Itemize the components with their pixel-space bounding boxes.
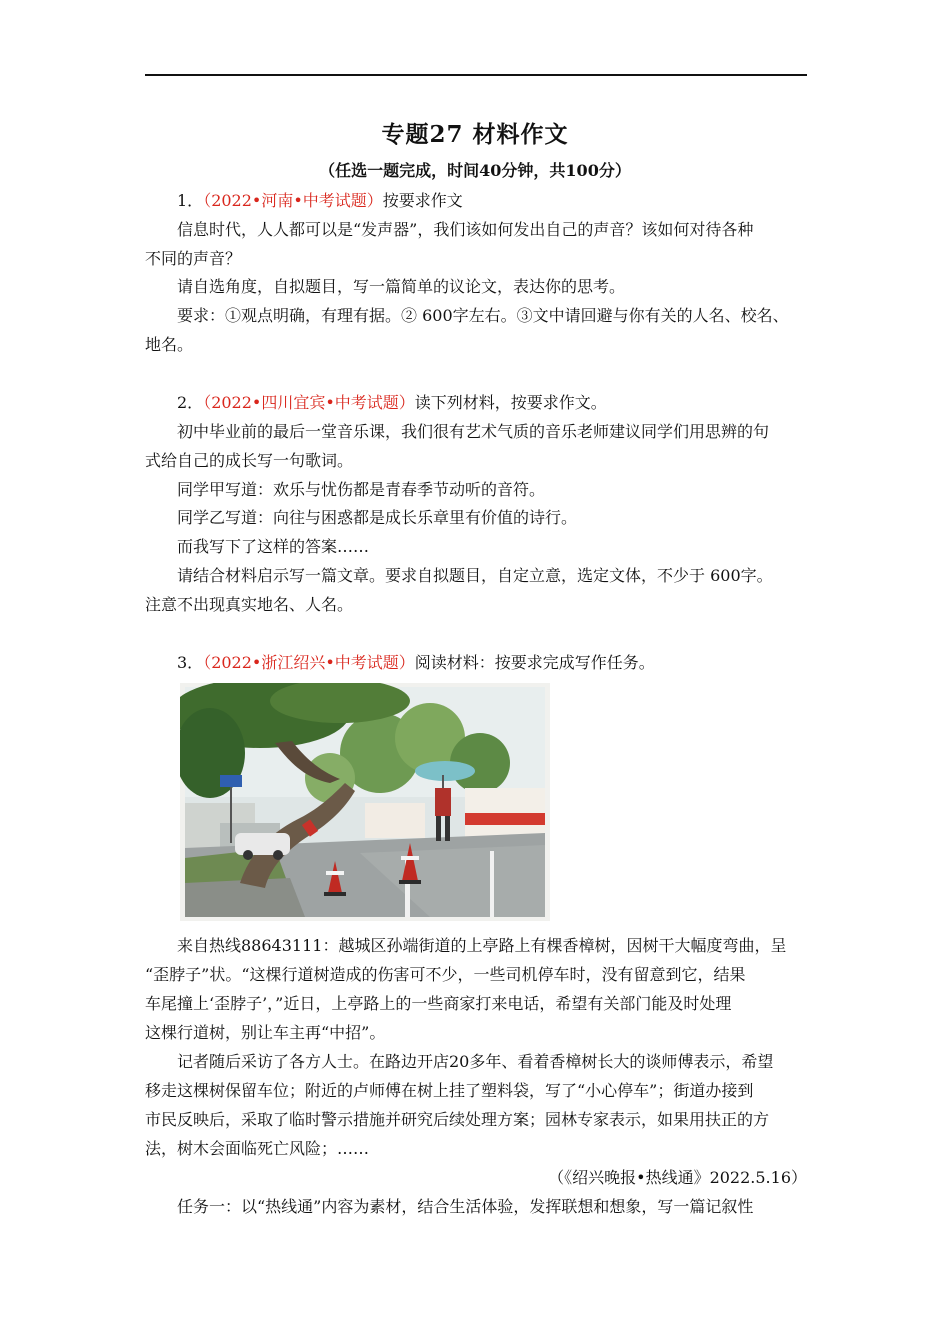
header-rule [145,74,807,76]
question-2-instruction: 读下列材料，按要求作文。 [414,393,607,412]
q3-paragraph-line: “歪脖子”状。“这棵行道树造成的伤害可不少，一些司机停车时，没有留意到它，结果 [145,965,746,984]
q2-paragraph-line: 同学乙写道：向往与困惑都是成长乐章里有价值的诗行。 [177,508,578,527]
question-2-number: 2． [177,393,204,412]
street-tree-photo [180,683,550,921]
q2-paragraph-line: 初中毕业前的最后一堂音乐课，我们很有艺术气质的音乐老师建议同学们用思辨的句 [177,422,770,441]
question-3-instruction: 阅读材料：按要求完成写作任务。 [414,653,655,672]
q3-paragraph-line: 移走这棵树保留车位；附近的卢师傅在树上挂了塑料袋，写了“小心停车”；街道办接到 [145,1081,754,1100]
question-2-heading [177,392,807,414]
question-3-heading [177,652,807,674]
question-1-number: 1． [177,191,204,210]
q1-paragraph-line: 请自选角度，自拟题目，写一篇简单的议论文，表达你的思考。 [177,277,626,296]
question-3-number: 3． [177,653,204,672]
q1-paragraph-line: 地名。 [145,335,194,354]
question-3-source: （2022•浙江绍兴•中考试题） [203,653,415,672]
q3-task-1: 任务一：以“热线通”内容为素材，结合生活体验，发挥联想和想象，写一篇记叙性 [177,1197,754,1216]
q3-paragraph-line: 法，树木会面临死亡风险；…… [145,1139,370,1158]
q2-paragraph-line: 式给自己的成长写一句歌词。 [145,451,354,470]
q2-paragraph-line: 而我写下了这样的答案…… [177,537,370,556]
q2-paragraph-line: 请结合材料启示写一篇文章。要求自拟题目，自定立意，选定文体，不少于 600字。 [177,566,773,585]
q2-paragraph-line: 同学甲写道：欢乐与忧伤都是青春季节动听的音符。 [177,480,546,499]
page-subtitle: （任选一题完成，时间40分钟，共100分） [319,161,631,180]
q3-paragraph-line: 市民反映后，采取了临时警示措施并研究后续处理方案；园林专家表示，如果用扶正的方 [145,1110,770,1129]
q3-citation: （《绍兴晚报•热线通》2022.5.16） [548,1168,807,1187]
q1-paragraph-line: 不同的声音？ [145,249,242,268]
question-1-source: （2022•河南•中考试题） [203,191,383,210]
question-1-heading [177,190,807,212]
q3-paragraph-line: 车尾撞上‘歪脖子’，”近日，上亭路上的一些商家打来电话，希望有关部门能及时处理 [145,994,732,1013]
page-title: 专题27 材料作文 [381,121,569,148]
question-2-source: （2022•四川宜宾•中考试题） [203,393,415,412]
q1-paragraph-line: 要求：①观点明确，有理有据。② 600字左右。③文中请回避与你有关的人名、校名、 [177,306,789,325]
question-1-instruction: 按要求作文 [382,191,463,210]
q3-paragraph-line: 这棵行道树，别让车主再“中招”。 [145,1023,386,1042]
q3-paragraph-line: 来自热线88643111：越城区孙端街道的上亭路上有棵香樟树，因树干大幅度弯曲，呈 [177,936,787,955]
q2-paragraph-line: 注意不出现真实地名、人名。 [145,595,354,614]
q3-paragraph-line: 记者随后采访了各方人士。在路边开店20多年、看着香樟树长大的谈师傅表示，希望 [177,1052,774,1071]
q1-paragraph-line: 信息时代，人人都可以是“发声器”，我们该如何发出自己的声音？该如何对待各种 [177,220,754,239]
